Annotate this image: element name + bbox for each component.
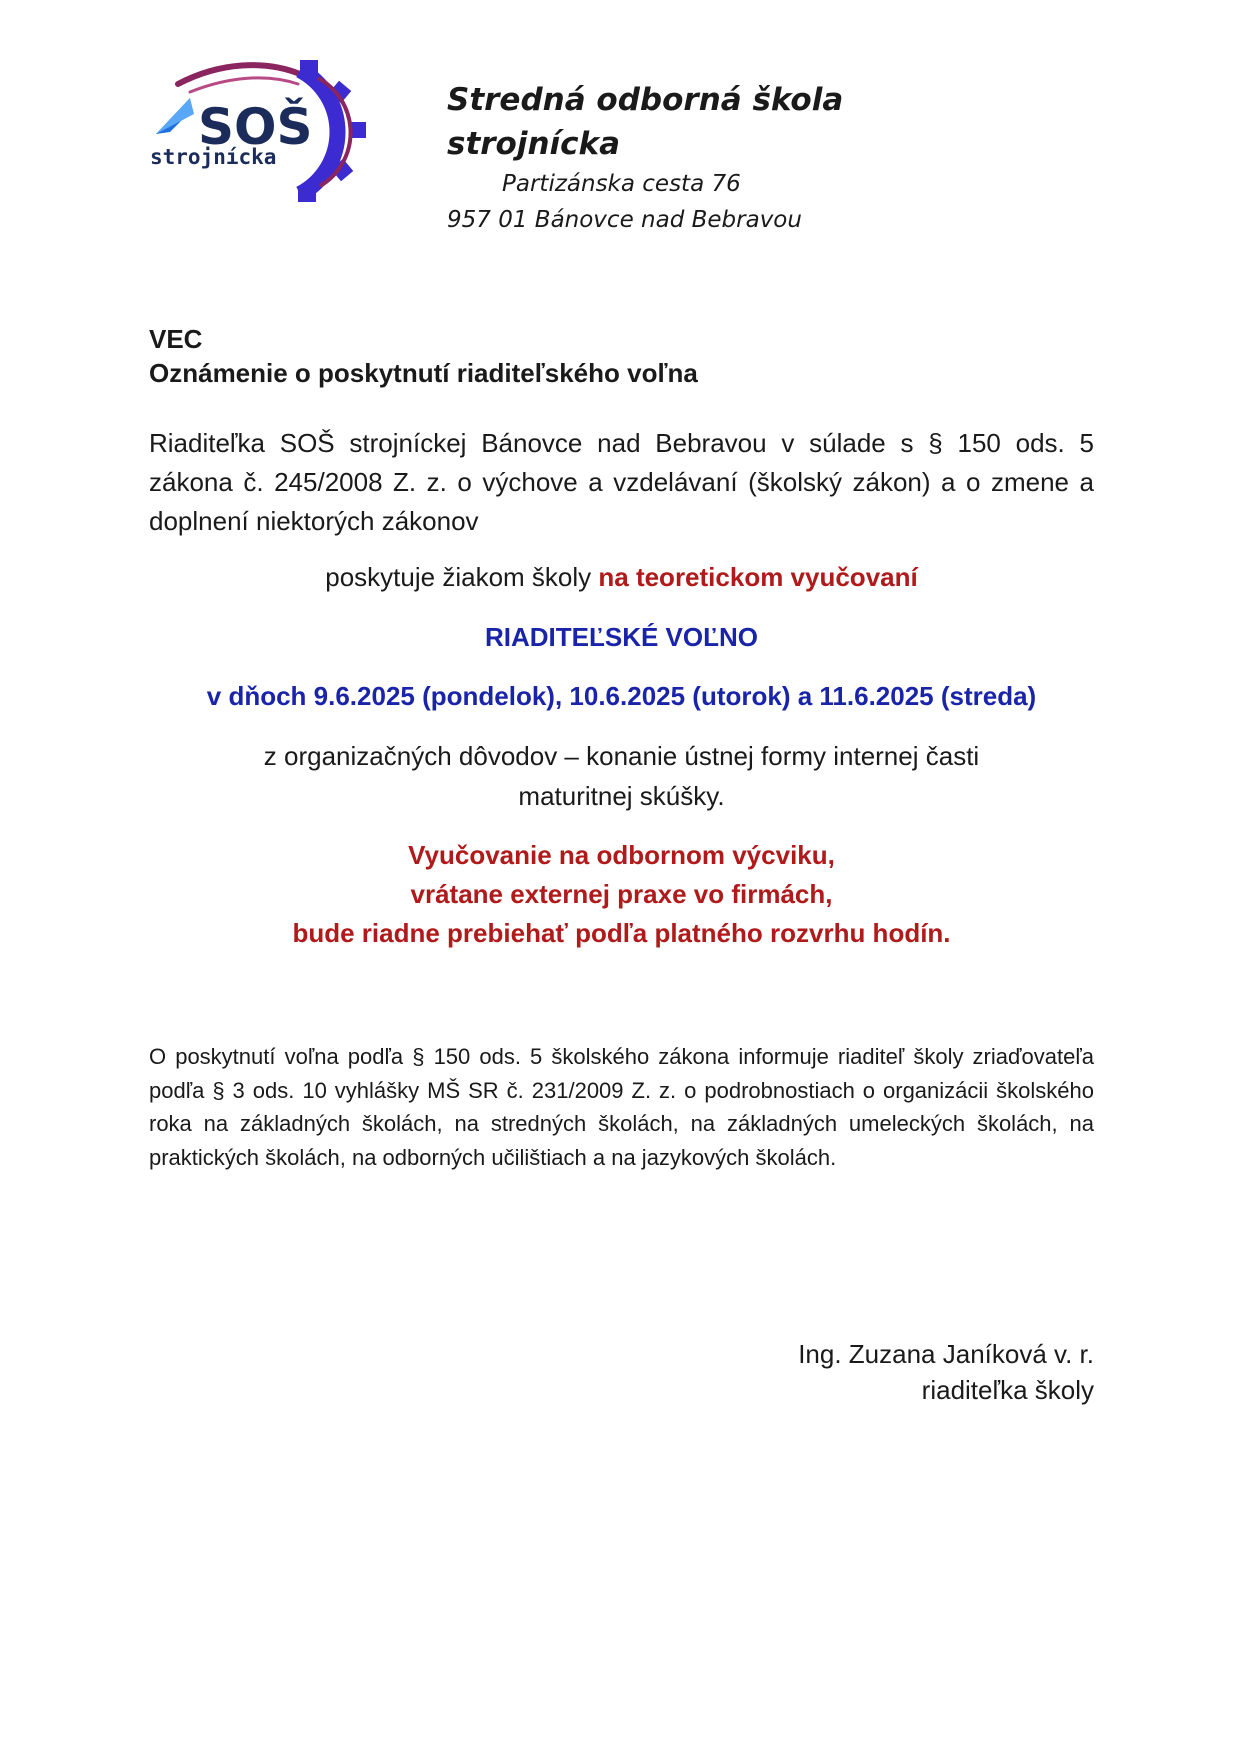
signature-role: riaditeľka školy bbox=[921, 1375, 1094, 1405]
reason-line-1: z organizačných dôvodov – konanie ústnej formy internej časti bbox=[263, 741, 980, 771]
logo-subtitle: strojnícka bbox=[150, 145, 277, 169]
subject-label: VEC bbox=[149, 324, 203, 354]
warning-line-2: vrátane externej praxe vo firmách, bbox=[410, 879, 833, 909]
grants-prefix: poskytuje žiakom školy bbox=[325, 562, 599, 592]
subject-title: Oznámenie o poskytnutí riaditeľského voľna bbox=[149, 358, 698, 388]
signature-block bbox=[600, 1336, 1094, 1408]
grants-line bbox=[149, 558, 1094, 596]
logo-abbreviation: SOŠ bbox=[198, 98, 313, 156]
intro-paragraph: Riaditeľka SOŠ strojníckej Bánovce nad Bebravou v súlade s § 150 ods. 5 zákona č. 245/2008 Z. z. o výchove a vzdelávaní (školský zákon) a o zmene a doplnení niektorých zákonov bbox=[149, 428, 1094, 536]
reason-line-2: maturitnej skúšky. bbox=[518, 781, 725, 811]
subject-block bbox=[149, 322, 698, 390]
grants-highlight: na teoretickom vyučovaní bbox=[598, 562, 918, 592]
logo-graphic bbox=[150, 58, 380, 203]
headline: RIADITEĽSKÉ VOĽNO bbox=[484, 622, 758, 652]
school-street: Partizánska cesta 76 bbox=[502, 171, 741, 197]
school-city: 957 01 Bánovce nad Bebravou bbox=[447, 207, 802, 233]
signature-name: Ing. Zuzana Janíková v. r. bbox=[798, 1339, 1094, 1369]
school-name: Stredná odborná škola strojnícka bbox=[447, 82, 844, 162]
warning-line-1: Vyučovanie na odbornom výcviku, bbox=[408, 840, 835, 870]
warning-line-3: bude riadne prebiehať podľa platného rozvrhu hodín. bbox=[292, 918, 951, 948]
dates-line: v dňoch 9.6.2025 (pondelok), 10.6.2025 (utorok) a 11.6.2025 (streda) bbox=[206, 681, 1037, 711]
school-header bbox=[447, 78, 1007, 238]
legal-note: O poskytnutí voľna podľa § 150 ods. 5 školského zákona informuje riaditeľ školy zriaďovateľa podľa § 3 ods. 10 vyhlášky MŠ SR č. 231/2009 Z. z. o podrobnostiach o organizácii školského roka na základných školách, na stredných školách, na základných umeleckých školách, na praktických školách, na odborných učilištiach a na jazykových školách. bbox=[149, 1044, 1094, 1170]
school-logo bbox=[150, 58, 380, 203]
